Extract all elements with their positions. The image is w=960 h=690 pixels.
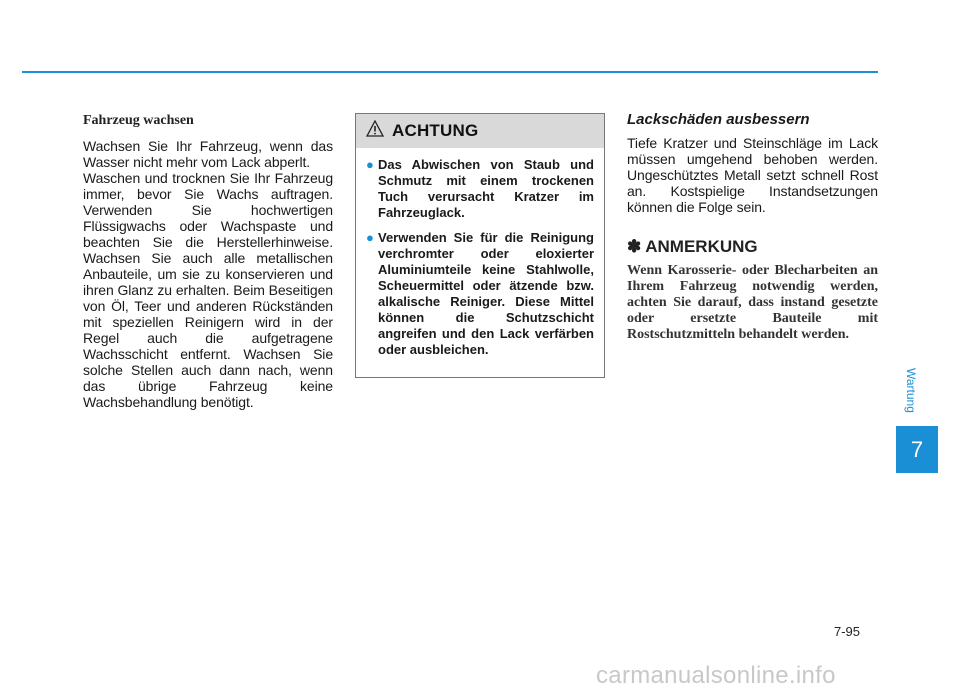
right-column [627,111,878,343]
note-text: Wenn Karosserie- oder Blecharbeiten an Ihrem Fahrzeug notwendig werden, achten Sie darauf, dass instand gesetzte oder ersetzte Bauteile mit Rostschutzmitteln behandelt werden. [627,263,878,342]
list-item [366,157,594,221]
section-label: Wartung [904,368,918,413]
caution-header [356,114,604,148]
chapter-tab [896,426,938,473]
caution-item-text: Verwenden Sie für die Reinigung verchromter oder eloxierter Aluminiumteile keine Stahlwolle, Scheuermittel oder ätzende bzw. alkalische Reiniger. Diese Mittel können die Schutzschicht angreifen und den Lack verfärben oder ausbleichen. [378,230,594,357]
top-rule [22,71,878,73]
bullet-icon: ● [366,230,374,245]
chapter-number: 7 [910,436,924,462]
paragraph: Waschen und trocknen Sie Ihr Fahrzeug immer, bevor Sie Wachs auftragen. Verwenden Sie hochwertigen Flüssigwachs oder Wachspaste und beachten Sie die Herstellerhinweise. Wachsen Sie auch alle metallischen Anbauteile, um sie zu konservieren und ihren Glanz zu erhalten. Beim Beseitigen von Öl, Teer und anderen Rückständen mit speziellen Reinigern wird in der Regel auch die aufgetragene Wachsschicht entfernt. Wachsen Sie solche Stellen auch dann nach, wenn das übrige Fahrzeug keine Wachsbehandlung benötigt. [83,170,333,410]
note-heading [627,237,878,257]
note-asterisk-icon: ✽ [627,237,642,256]
section-heading: Fahrzeug wachsen [83,113,194,128]
page-number: 7-95 [834,624,861,639]
watermark: carmanualsonline.info [596,662,836,689]
bullet-icon: ● [366,157,374,172]
paragraph: Tiefe Kratzer und Steinschläge im Lack müssen umgehend behoben werden. Ungeschütztes Metall setzt schnell Rost an. Kostspielige Instandsetzungen können die Folge sein. [627,135,878,215]
caution-title: ACHTUNG [392,121,479,140]
sub-heading: Lackschäden ausbessern [627,111,810,128]
paragraph: Wachsen Sie Ihr Fahrzeug, wenn das Wasser nicht mehr vom Lack abperlt. [83,138,333,170]
note-title: ANMERKUNG [645,237,758,256]
caution-box [355,113,605,378]
warning-triangle-icon [366,120,384,142]
caution-list [356,148,604,358]
body-text [83,138,333,410]
caution-item-text: Das Abwischen von Staub und Schmutz mit einem trockenen Tuch verursacht Kratzer im Fahrzeuglack. [378,157,594,220]
left-column [83,113,333,410]
list-item [366,230,594,358]
